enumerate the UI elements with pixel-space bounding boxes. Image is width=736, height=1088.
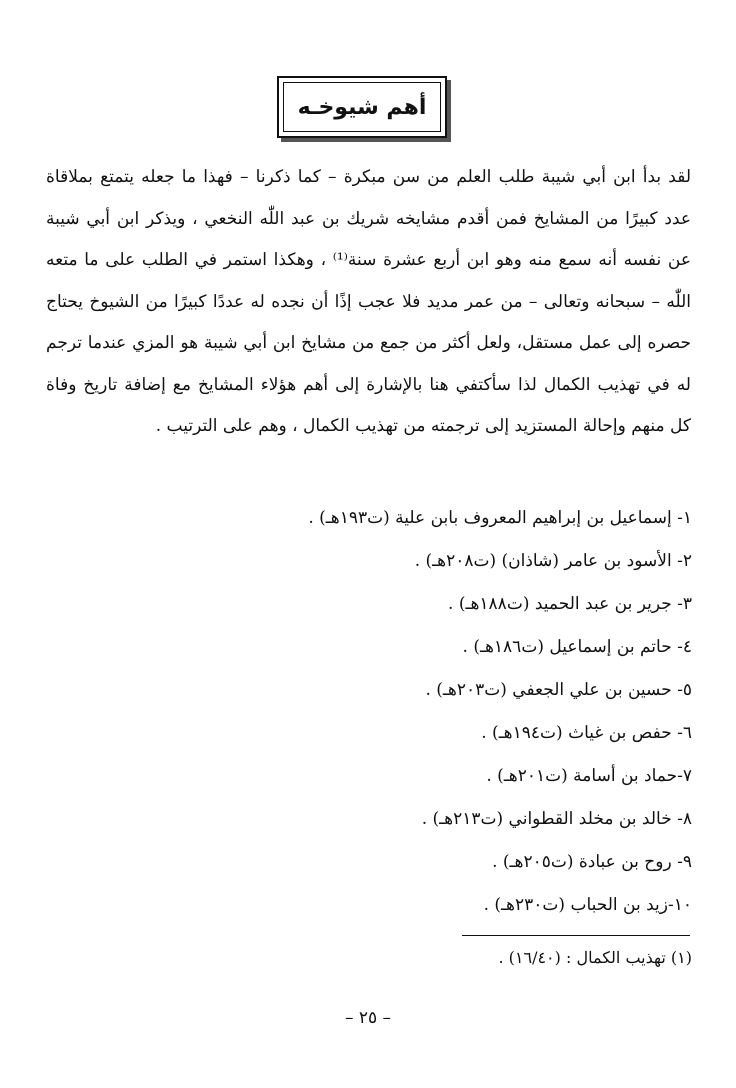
list-item: ٨- خالد بن مخلد القطواني (ت٢١٣هـ) .	[421, 809, 692, 829]
list-item: ٢- الأسود بن عامر (شاذان) (ت٢٠٨هـ) .	[414, 551, 692, 571]
list-item: ١٠-زيد بن الحباب (ت٢٣٠هـ) .	[483, 895, 692, 915]
footnote-separator	[462, 935, 690, 936]
shuyukh-list	[308, 497, 692, 927]
list-item: ٦- حفص بن غياث (ت١٩٤هـ) .	[481, 723, 692, 743]
page-number: – ٢٥ –	[344, 1008, 392, 1028]
heading-inner-border	[283, 82, 441, 132]
heading-frame	[277, 76, 447, 138]
list-item: ٤- حاتم بن إسماعيل (ت١٨٦هـ) .	[462, 637, 692, 657]
list-item: ٣- جرير بن عبد الحميد (ت١٨٨هـ) .	[448, 594, 692, 614]
list-item: ٧-حماد بن أسامة (ت٢٠١هـ) .	[486, 766, 692, 786]
footnote: (١) تهذيب الكمال : (١٦/٤٠) .	[498, 948, 692, 967]
list-item: ١- إسماعيل بن إبراهيم المعروف بابن علية (ت١٩٣هـ) .	[308, 508, 692, 528]
section-heading: أهم شيوخـه	[297, 94, 427, 120]
intro-paragraph: لقد بدأ ابن أبي شيبة طلب العلم من سن مبكرة – كما ذكرنا – فهذا ما جعله يتمتع بملاقاة عدد كبيرًا من المشايخ فمن أقدم مشايخه شريك بن عبد اللّٰه النخعي ، ويذكر ابن أبي شيبة عن نفسه أنه سمع منه وهو ابن أربع عشرة سنة⁽¹⁾ ، وهكذا استمر في الطلب على ما متعه اللّٰه – سبحانه وتعالى – من عمر مديد فلا عجب إذًا أن نجده له عددًا كبيرًا من الشيوخ يحتاج حصره إلى عمل مستقل، ولعل أكثر من جمع من مشايخ ابن أبي شيبة هو المزي عندما ترجم له في تهذيب الكمال لذا سأكتفي هنا بالإشارة إلى أهم هؤلاء المشايخ مع إضافة تاريخ وفاة كل منهم وإحالة المستزيد إلى ترجمته من تهذيب الكمال ، وهم على الترتيب .	[46, 167, 691, 436]
list-item: ٩- روح بن عبادة (ت٢٠٥هـ) .	[492, 852, 692, 872]
list-item: ٥- حسين بن علي الجعفي (ت٢٠٣هـ) .	[425, 680, 692, 700]
